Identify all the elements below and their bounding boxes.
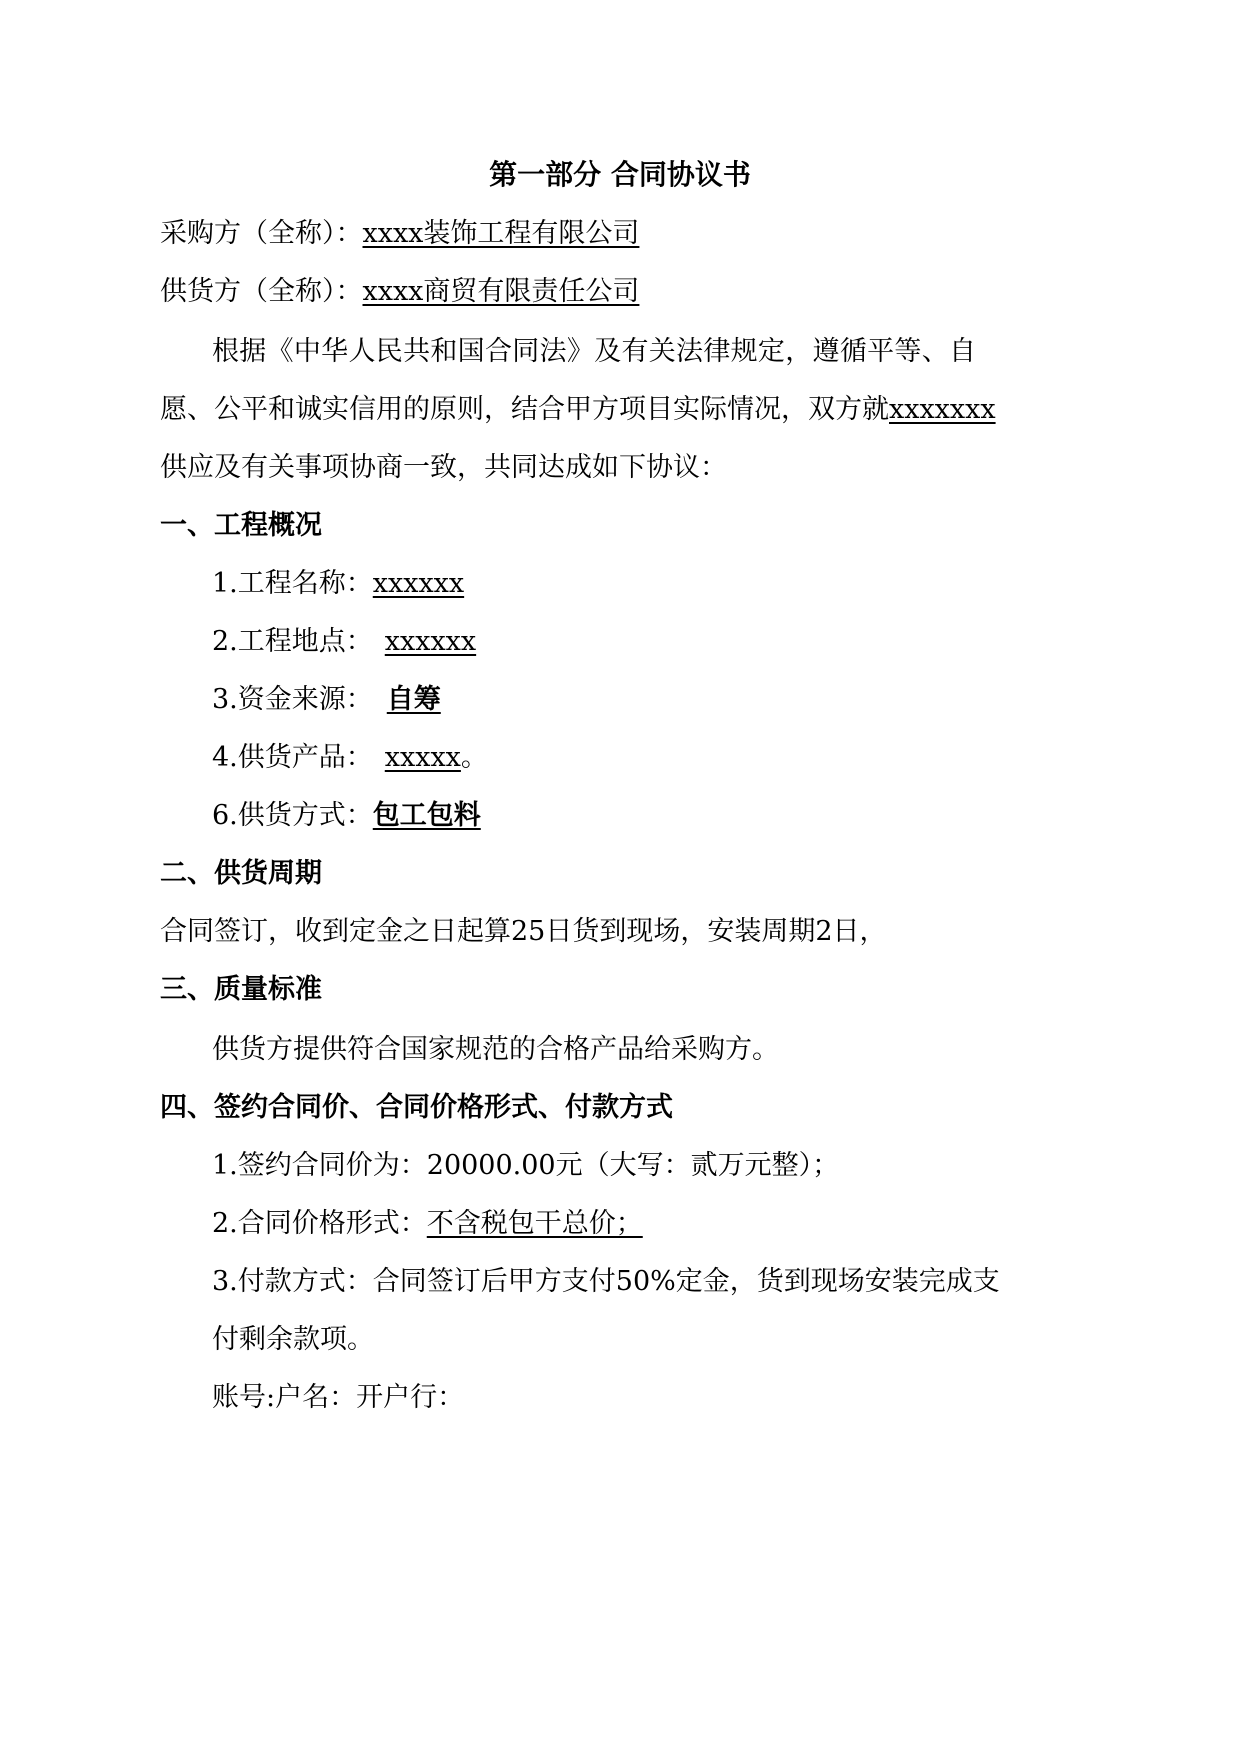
project-location-value: xxxxxx (384, 626, 477, 657)
section-heading-quality: 三、质量标准 (160, 974, 322, 1005)
page-title: 第一部分 合同协议书 (489, 158, 751, 191)
supply-period-text: 合同签订，收到定金之日起算25日货到现场，安装周期2日， (160, 916, 887, 947)
section-heading-overview: 一、工程概况 (160, 510, 322, 541)
fund-source-value: 自筹 (386, 684, 441, 715)
payment-method-line-1: 3.付款方式：合同签订后甲方支付50%定金，货到现场安装完成支 (212, 1266, 1000, 1297)
project-name-item: 1.工程名称：xxxxxx (212, 568, 465, 599)
supplier-line (160, 274, 677, 310)
section-heading-price-payment: 四、签约合同价、合同价格形式、付款方式 (160, 1092, 673, 1123)
supplier-label: 供货方（全称）： (160, 276, 363, 307)
supply-method-value: 包工包料 (372, 800, 481, 831)
project-name-value: xxxxxx (372, 568, 465, 599)
fund-source-item: 3.资金来源： 自筹 (212, 682, 451, 718)
buyer-label: 采购方（全称）： (160, 218, 363, 249)
price-form-item: 2.合同价格形式：不含税包干总价； (212, 1208, 643, 1239)
intro-line-2: 愿、公平和诚实信用的原则，结合甲方项目实际情况，双方就xxxxxxx (160, 394, 996, 425)
supply-method-item: 6.供货方式：包工包料 (212, 800, 481, 831)
section-heading-supply-period: 二、供货周期 (160, 858, 322, 889)
payment-method-line-2: 付剩余款项。 (212, 1324, 374, 1355)
buyer-value: xxxx装饰工程有限公司 (362, 218, 640, 249)
intro-line-3: 供应及有关事项协商一致，共同达成如下协议： (160, 452, 727, 483)
supply-product-item: 4.供货产品： xxxxx。 (212, 742, 488, 773)
supply-product-value: xxxxx (384, 742, 461, 773)
project-location-item: 2.工程地点： xxxxxx (212, 626, 477, 657)
account-info: 账号:户名：开户行： (212, 1382, 465, 1413)
price-form-value: 不含税包干总价； (426, 1208, 643, 1239)
contract-price-item: 1.签约合同价为：20000.00元（大写：贰万元整）； (212, 1150, 840, 1181)
project-blank: xxxxxxx (889, 394, 996, 425)
supplier-value: xxxx商贸有限责任公司 (362, 276, 640, 307)
buyer-line (160, 216, 665, 252)
quality-text: 供货方提供符合国家规范的合格产品给采购方。 (212, 1034, 779, 1065)
intro-line-1: 根据《中华人民共和国合同法》及有关法律规定，遵循平等、自 (212, 336, 976, 367)
